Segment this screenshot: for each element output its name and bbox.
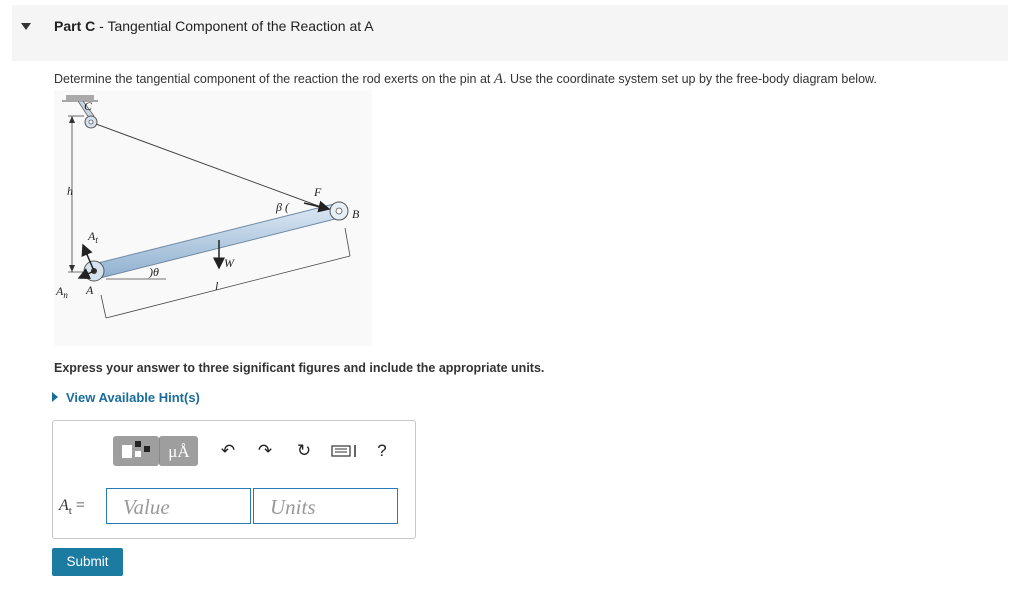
prompt-text-start: Determine the tangential component of the reaction the rod exerts on the pin at xyxy=(54,72,494,86)
prompt-variable: A xyxy=(493,71,504,87)
label-f: F xyxy=(314,185,322,199)
answer-box xyxy=(52,420,416,539)
label-beta: β ( xyxy=(276,200,289,214)
expand-triangle-icon xyxy=(52,392,58,402)
keyboard-shape xyxy=(329,439,363,463)
undo-icon[interactable]: ↶ xyxy=(220,441,236,460)
reset-icon[interactable]: ↻ xyxy=(296,441,312,460)
instructions-text: Express your answer to three significant figures and include the appropriate units. xyxy=(54,361,545,375)
collapse-caret-icon[interactable] xyxy=(21,23,31,30)
submit-button[interactable]: Submit xyxy=(52,548,123,576)
label-b: B xyxy=(352,207,360,221)
label-theta: )θ xyxy=(149,265,159,279)
units-input[interactable]: Units xyxy=(253,488,398,524)
label-l: l xyxy=(215,279,219,293)
part-title-text: Tangential Component of the Reaction at A xyxy=(107,18,374,34)
label-h: h xyxy=(67,184,73,198)
label-c: C xyxy=(84,99,93,113)
cable-line xyxy=(96,124,332,211)
question-prompt xyxy=(54,71,877,88)
free-body-diagram xyxy=(54,90,372,346)
label-an: $A_n$ xyxy=(56,284,68,300)
help-icon[interactable]: ? xyxy=(377,441,387,460)
templates-button[interactable] xyxy=(113,436,159,466)
keyboard-icon[interactable] xyxy=(329,439,363,463)
diagram-svg xyxy=(54,90,372,346)
ceiling-support xyxy=(62,95,98,128)
prompt-text-end: . Use the coordinate system set up by the free-body diagram below. xyxy=(503,72,877,86)
view-hints-link[interactable] xyxy=(52,390,200,405)
redo-icon[interactable]: ↷ xyxy=(257,441,273,460)
label-a: A xyxy=(86,283,94,297)
part-separator: - xyxy=(95,18,108,34)
value-input[interactable]: Value xyxy=(106,488,251,524)
part-title xyxy=(54,18,374,34)
label-w: W xyxy=(224,256,234,270)
units-button[interactable]: μÅ xyxy=(159,436,198,466)
answer-label: $A_t$ = xyxy=(59,497,85,518)
templates-icon xyxy=(113,436,159,466)
part-label: Part C xyxy=(54,18,96,34)
label-at: $A_t$ xyxy=(88,229,98,245)
hints-label: View Available Hint(s) xyxy=(66,390,200,405)
